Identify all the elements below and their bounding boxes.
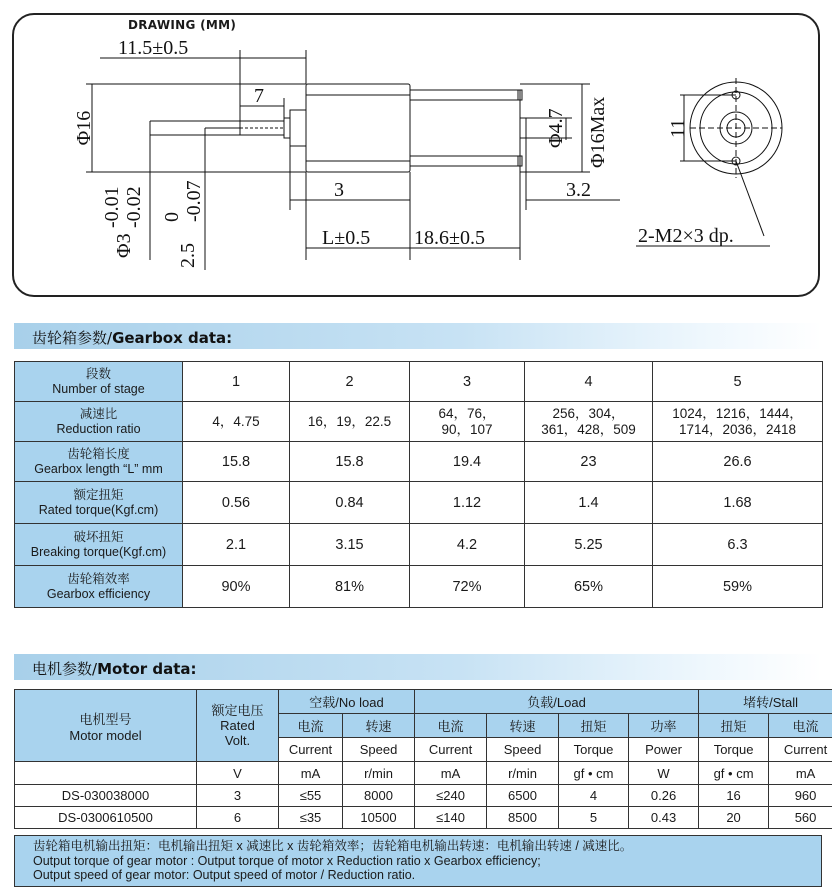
dim-2-5-tol-bot: -0.07	[183, 180, 205, 222]
gearbox-cell: 59%	[653, 566, 823, 608]
motor-col-header-en: Torque	[559, 738, 629, 762]
dim-phi16max: Φ16Max	[587, 96, 609, 168]
motor-unit-cell: W	[629, 762, 699, 785]
motor-col-header-zh: 电流	[279, 714, 343, 738]
gearbox-cell: 1	[183, 362, 290, 402]
motor-col-header-en: Power	[629, 738, 699, 762]
stall-header: 堵转/Stall	[699, 690, 832, 714]
motor-value-cell: ≤55	[279, 785, 343, 807]
gearbox-row	[15, 362, 823, 402]
motor-row	[15, 807, 832, 829]
motor-table	[14, 689, 832, 829]
gearbox-row	[15, 566, 823, 608]
gearbox-cell: 1.12	[410, 482, 525, 524]
dim-phi3-tol-bot: -0.02	[123, 186, 145, 228]
gearbox-cell: 3	[410, 362, 525, 402]
dim-18-6: 18.6±0.5	[414, 227, 485, 249]
footnote	[14, 835, 822, 887]
dim-2-5-tol-top: 0	[161, 212, 183, 222]
motor-col-header-zh: 转速	[343, 714, 415, 738]
gearbox-cell: 5.25	[525, 524, 653, 566]
motor-value-cell: 6	[197, 807, 279, 829]
gearbox-cell: 4，4.75	[183, 402, 290, 442]
load-header: 负载/Load	[415, 690, 699, 714]
gearbox-section-title: 齿轮箱参数/Gearbox data:	[32, 329, 233, 347]
motor-value-cell: 560	[769, 807, 832, 829]
motor-col-header-en: Torque	[699, 738, 769, 762]
gearbox-cell: 2.1	[183, 524, 290, 566]
gearbox-cell: 72%	[410, 566, 525, 608]
gearbox-cell: 65%	[525, 566, 653, 608]
motor-value-cell: 960	[769, 785, 832, 807]
dim-2-5: 2.5	[177, 243, 199, 268]
dim-phi3-tol-top: -0.01	[101, 186, 123, 228]
footnote-line-zh: 齿轮箱电机输出扭矩：电机输出扭矩 x 减速比 x 齿轮箱效率；齿轮箱电机输出转速：电机输出转速 / 减速比。	[33, 839, 633, 853]
motor-value-cell: 10500	[343, 807, 415, 829]
motor-value-cell: 20	[699, 807, 769, 829]
motor-section-header	[14, 654, 822, 680]
motor-value-cell: ≤240	[415, 785, 487, 807]
gearbox-cell: 256，304， 361，428，509	[525, 402, 653, 442]
motor-col-header-en: Current	[279, 738, 343, 762]
gearbox-cell: 3.15	[290, 524, 410, 566]
gearbox-row	[15, 482, 823, 524]
gearbox-row	[15, 442, 823, 482]
gearbox-row-label: 齿轮箱长度 Gearbox length “L” mm	[15, 442, 183, 482]
gearbox-cell: 81%	[290, 566, 410, 608]
gearbox-section-header	[14, 323, 822, 349]
motor-col-header-en: Speed	[343, 738, 415, 762]
motor-value-cell: 0.26	[629, 785, 699, 807]
no-load-header: 空载/No load	[279, 690, 415, 714]
dim-phi4-7: Φ4.7	[545, 108, 567, 148]
dim-11-5: 11.5±0.5	[118, 37, 189, 59]
gearbox-cell: 4.2	[410, 524, 525, 566]
dim-7: 7	[254, 85, 264, 107]
motor-unit-cell: mA	[415, 762, 487, 785]
motor-col-header-zh: 功率	[629, 714, 699, 738]
dim-11: 11	[667, 118, 689, 138]
motor-model-cell: DS-0300610500	[15, 807, 197, 829]
gearbox-cell: 1024，1216，1444， 1714，2036，2418	[653, 402, 823, 442]
gearbox-cell: 1.4	[525, 482, 653, 524]
motor-unit-cell: mA	[279, 762, 343, 785]
motor-col-header-zh: 电流	[415, 714, 487, 738]
gearbox-row-label: 段数 Number of stage	[15, 362, 183, 402]
dim-3: 3	[334, 179, 344, 201]
motor-model-header: 电机型号 Motor model	[15, 690, 197, 762]
gearbox-cell: 26.6	[653, 442, 823, 482]
footnote-line-torque: Output torque of gear motor : Output torque of motor x Reduction ratio x Gearbox efficiency;	[33, 853, 541, 868]
gearbox-cell: 15.8	[290, 442, 410, 482]
dim-3-2: 3.2	[566, 179, 591, 201]
gearbox-row-label: 额定扭矩 Rated torque(Kgf.cm)	[15, 482, 183, 524]
gearbox-row	[15, 402, 823, 442]
motor-value-cell: 0.43	[629, 807, 699, 829]
motor-unit-cell: mA	[769, 762, 832, 785]
gearbox-cell: 23	[525, 442, 653, 482]
gearbox-row-label: 齿轮箱效率 Gearbox efficiency	[15, 566, 183, 608]
motor-unit-cell: r/min	[343, 762, 415, 785]
motor-unit-blank	[15, 762, 197, 785]
motor-value-cell: 16	[699, 785, 769, 807]
gearbox-cell: 16，19，22.5	[290, 402, 410, 442]
gearbox-cell: 2	[290, 362, 410, 402]
dim-m2-thread: 2-M2×3 dp.	[638, 225, 734, 247]
motor-model-cell: DS-030038000	[15, 785, 197, 807]
motor-unit-cell: gf • cm	[559, 762, 629, 785]
gearbox-cell: 15.8	[183, 442, 290, 482]
motor-col-header-zh: 扭矩	[699, 714, 769, 738]
gearbox-row	[15, 524, 823, 566]
dim-phi3: Φ3	[113, 233, 135, 258]
drawing-title: DRAWING (MM)	[114, 18, 250, 32]
technical-drawing	[0, 0, 832, 300]
gearbox-cell: 5	[653, 362, 823, 402]
motor-col-header-zh: 转速	[487, 714, 559, 738]
motor-value-cell: ≤35	[279, 807, 343, 829]
motor-value-cell: 8500	[487, 807, 559, 829]
motor-unit-cell: V	[197, 762, 279, 785]
gearbox-cell: 6.3	[653, 524, 823, 566]
dim-L: L±0.5	[322, 227, 371, 249]
motor-row	[15, 785, 832, 807]
gearbox-cell: 19.4	[410, 442, 525, 482]
motor-col-header-zh: 扭矩	[559, 714, 629, 738]
gearbox-row-label: 减速比 Reduction ratio	[15, 402, 183, 442]
gearbox-cell: 90%	[183, 566, 290, 608]
motor-col-header-en: Current	[415, 738, 487, 762]
motor-value-cell: 8000	[343, 785, 415, 807]
gearbox-table	[14, 361, 823, 608]
gearbox-cell: 64，76， 90，107	[410, 402, 525, 442]
motor-col-header-zh: 电流	[769, 714, 832, 738]
motor-section-title: 电机参数/Motor data:	[32, 660, 197, 678]
footnote-line-speed: Output speed of gear motor: Output speed of motor / Reduction ratio.	[33, 868, 416, 882]
motor-value-cell: ≤140	[415, 807, 487, 829]
gearbox-cell: 0.56	[183, 482, 290, 524]
motor-value-cell: 5	[559, 807, 629, 829]
rated-volt-header: 额定电压 Rated Volt.	[197, 690, 279, 762]
gearbox-cell: 0.84	[290, 482, 410, 524]
gearbox-row-label: 破坏扭矩 Breaking torque(Kgf.cm)	[15, 524, 183, 566]
motor-value-cell: 4	[559, 785, 629, 807]
dim-phi16: Φ16	[73, 110, 95, 146]
motor-col-header-en: Current	[769, 738, 832, 762]
motor-unit-cell: gf • cm	[699, 762, 769, 785]
gearbox-cell: 4	[525, 362, 653, 402]
motor-value-cell: 6500	[487, 785, 559, 807]
motor-col-header-en: Speed	[487, 738, 559, 762]
gearbox-cell: 1.68	[653, 482, 823, 524]
motor-unit-cell: r/min	[487, 762, 559, 785]
motor-value-cell: 3	[197, 785, 279, 807]
